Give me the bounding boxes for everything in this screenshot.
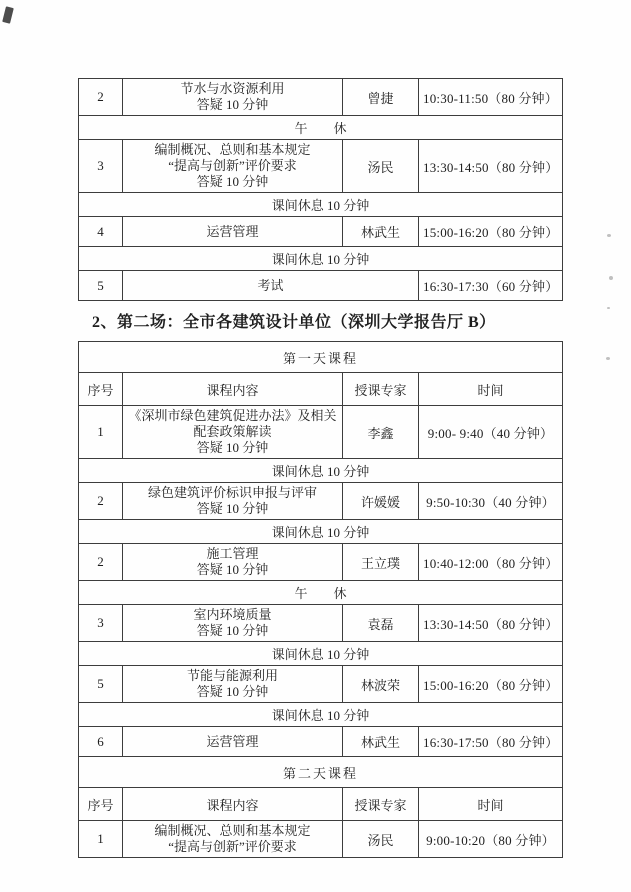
schedule-table-session1-continued [78, 78, 563, 301]
row-number-cell: 5 [79, 271, 123, 301]
break-label: 课间休息 10 分钟 [79, 193, 563, 217]
course-content-cell [123, 605, 343, 642]
expert-cell: 曾捷 [343, 79, 419, 116]
course-row [79, 821, 563, 858]
scan-speckle [607, 234, 611, 237]
time-cell: 15:00-16:20（80 分钟） [419, 666, 563, 703]
course-content-line: 《深圳市绿色建筑促进办法》及相关 [128, 408, 337, 423]
break-row [79, 642, 563, 666]
course-content-line: 编制概况、总则和基本规定 [154, 142, 311, 157]
schedule-table [78, 341, 563, 858]
break-label: 课间休息 10 分钟 [79, 520, 563, 544]
row-number-cell: 1 [79, 406, 123, 459]
time-cell: 16:30-17:50（80 分钟） [419, 727, 563, 757]
course-content-cell [123, 821, 343, 858]
course-content-line: 运营管理 [206, 733, 259, 749]
course-content-line: 室内环境质量 [193, 607, 272, 622]
schedule-table-session2 [78, 341, 563, 858]
time-cell: 15:00-16:20（80 分钟） [419, 217, 563, 247]
time-cell: 16:30-17:30（60 分钟） [419, 271, 563, 301]
time-cell: 9:00- 9:40（40 分钟） [419, 406, 563, 459]
scan-artifact-corner-mark [2, 6, 14, 23]
break-row [79, 193, 563, 217]
time-cell: 10:30-11:50（80 分钟） [419, 79, 563, 116]
column-header-2: 授课专家 [343, 373, 419, 406]
course-row [79, 406, 563, 459]
column-header-1: 课程内容 [123, 373, 343, 406]
day-header-row [79, 342, 563, 373]
course-content-cell [123, 666, 343, 703]
expert-cell: 林武生 [343, 217, 419, 247]
course-content-line: 答疑 10 分钟 [196, 97, 269, 112]
scan-speckle [607, 307, 610, 309]
course-content-line: 编制概况、总则和基本规定 [154, 823, 311, 838]
column-header-row [79, 788, 563, 821]
expert-cell: 林波荣 [343, 666, 419, 703]
course-content-line: 节水与水资源利用 [180, 81, 285, 96]
course-content-line: 绿色建筑评价标识申报与评审 [147, 485, 317, 500]
course-content-cell [123, 406, 343, 459]
row-number-cell: 3 [79, 140, 123, 193]
row-number-cell: 2 [79, 483, 123, 520]
expert-cell: 许媛媛 [343, 483, 419, 520]
break-label: 课间休息 10 分钟 [79, 247, 563, 271]
scan-speckle [606, 357, 610, 360]
course-content-line: 配套政策解读 [193, 424, 272, 439]
scan-speckle [609, 276, 613, 280]
expert-cell: 王立璞 [343, 544, 419, 581]
course-content-cell [123, 483, 343, 520]
row-number-cell: 2 [79, 79, 123, 116]
section-heading: 2、第二场：全市各建筑设计单位（深圳大学报告厅 B） [92, 314, 496, 331]
course-row [79, 666, 563, 703]
course-content-cell [123, 544, 343, 581]
time-cell: 13:30-14:50（80 分钟） [419, 140, 563, 193]
time-cell: 13:30-14:50（80 分钟） [419, 605, 563, 642]
column-header-row [79, 373, 563, 406]
break-label: 课间休息 10 分钟 [79, 642, 563, 666]
break-row [79, 703, 563, 727]
course-row [79, 483, 563, 520]
course-content-line: “提高与创新”评价要求 [168, 158, 297, 173]
course-row [79, 79, 563, 116]
course-row [79, 271, 563, 301]
course-row [79, 727, 563, 757]
break-label: 午 休 [79, 116, 563, 140]
expert-cell: 汤民 [343, 821, 419, 858]
break-row [79, 116, 563, 140]
break-row [79, 247, 563, 271]
break-row [79, 459, 563, 483]
course-content-cell [123, 79, 343, 116]
time-cell: 9:50-10:30（40 分钟） [419, 483, 563, 520]
course-content-line: 节能与能源利用 [186, 668, 278, 683]
course-content-line: 施工管理 [206, 546, 259, 561]
course-row [79, 140, 563, 193]
expert-cell: 汤民 [343, 140, 419, 193]
course-content-line: 答疑 10 分钟 [196, 174, 269, 189]
column-header-3: 时间 [419, 373, 563, 406]
course-content-line: “提高与创新”评价要求 [168, 839, 297, 854]
course-row [79, 605, 563, 642]
break-label: 午 休 [79, 581, 563, 605]
course-content-cell [123, 217, 343, 247]
expert-cell: 李鑫 [343, 406, 419, 459]
column-header-0: 序号 [79, 373, 123, 406]
break-label: 课间休息 10 分钟 [79, 459, 563, 483]
day-header: 第一天课程 [79, 342, 563, 373]
course-content-line: 答疑 10 分钟 [196, 562, 269, 577]
break-label: 课间休息 10 分钟 [79, 703, 563, 727]
time-cell: 10:40-12:00（80 分钟） [419, 544, 563, 581]
row-number-cell: 5 [79, 666, 123, 703]
column-header-2: 授课专家 [343, 788, 419, 821]
day-header: 第二天课程 [79, 757, 563, 788]
schedule-table [78, 78, 563, 301]
column-header-3: 时间 [419, 788, 563, 821]
row-number-cell: 1 [79, 821, 123, 858]
course-row [79, 217, 563, 247]
break-row [79, 520, 563, 544]
row-number-cell: 4 [79, 217, 123, 247]
break-row [79, 581, 563, 605]
row-number-cell: 2 [79, 544, 123, 581]
course-content-line: 答疑 10 分钟 [196, 684, 269, 699]
course-content-cell [123, 140, 343, 193]
course-content-line: 答疑 10 分钟 [196, 623, 269, 638]
day-header-row [79, 757, 563, 788]
expert-cell: 袁磊 [343, 605, 419, 642]
course-content-line: 考试 [257, 277, 284, 293]
expert-cell: 林武生 [343, 727, 419, 757]
course-content-cell [123, 727, 343, 757]
course-content-line: 答疑 10 分钟 [196, 501, 269, 516]
course-row [79, 544, 563, 581]
course-content-line: 运营管理 [206, 223, 259, 239]
course-content-line: 答疑 10 分钟 [196, 440, 269, 455]
row-number-cell: 6 [79, 727, 123, 757]
row-number-cell: 3 [79, 605, 123, 642]
column-header-0: 序号 [79, 788, 123, 821]
time-cell: 9:00-10:20（80 分钟） [419, 821, 563, 858]
course-content-cell [123, 271, 419, 301]
column-header-1: 课程内容 [123, 788, 343, 821]
